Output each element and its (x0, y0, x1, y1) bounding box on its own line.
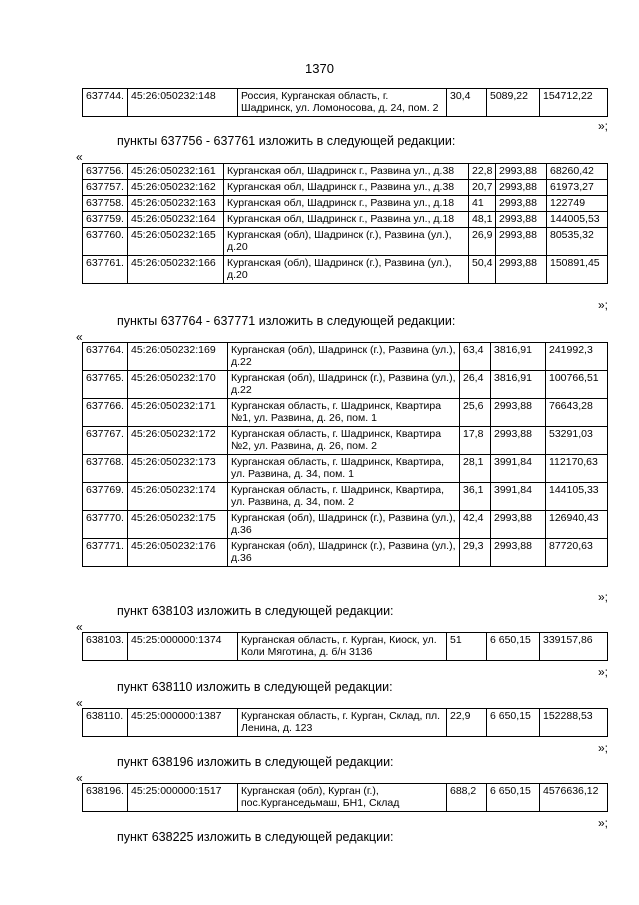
area-cell: 42,4 (460, 511, 491, 539)
cadastral-number-cell: 45:25:000000:1387 (128, 709, 238, 737)
cadastral-value-cell: 144005,53 (547, 212, 608, 228)
row-number-cell: 637758. (83, 196, 128, 212)
cadastral-number-cell: 45:26:050232:162 (128, 180, 224, 196)
address-cell: Курганская обл, Шадринск г., Развина ул., д.18 (224, 212, 469, 228)
quote-open: « (76, 771, 83, 785)
cadastral-number-cell: 45:26:050232:173 (128, 455, 228, 483)
row-number-cell: 637767. (83, 427, 128, 455)
cadastral-number-cell: 45:26:050232:163 (128, 196, 224, 212)
area-cell: 51 (447, 633, 487, 661)
table-row (83, 709, 608, 737)
table-block-4 (82, 708, 608, 737)
cadastral-value-per-unit-cell: 2993,88 (496, 212, 547, 228)
area-cell: 36,1 (460, 483, 491, 511)
cadastral-number-cell: 45:26:050232:164 (128, 212, 224, 228)
table-block-3 (82, 632, 608, 661)
cadastral-number-cell: 45:26:050232:169 (128, 343, 228, 371)
cadastral-value-per-unit-cell: 6 650,15 (487, 709, 540, 737)
cadastral-value-cell: 80535,32 (547, 228, 608, 256)
address-cell: Курганская область, г. Курган, Склад, пл. Ленина, д. 123 (238, 709, 447, 737)
area-cell: 29,3 (460, 539, 491, 567)
row-number-cell: 637757. (83, 180, 128, 196)
address-cell: Курганская (обл), Курган (г.), пос.Курганседьмаш, БН1, Склад (238, 784, 447, 812)
cadastral-value-cell: 152288,53 (540, 709, 608, 737)
area-cell: 17,8 (460, 427, 491, 455)
table-row (83, 256, 608, 284)
section-intro: пункты 637756 - 637761 изложить в следующей редакции: (117, 134, 456, 148)
cadastral-value-per-unit-cell: 2993,88 (496, 164, 547, 180)
cadastral-number-cell: 45:26:050232:170 (128, 371, 228, 399)
cadastral-number-cell: 45:26:050232:166 (128, 256, 224, 284)
cadastral-value-per-unit-cell: 2993,88 (491, 511, 546, 539)
cadastral-number-cell: 45:26:050232:165 (128, 228, 224, 256)
cadastral-number-cell: 45:26:050232:171 (128, 399, 228, 427)
address-cell: Курганская обл, Шадринск г., Развина ул., д.18 (224, 196, 469, 212)
cadastral-value-per-unit-cell: 2993,88 (491, 399, 546, 427)
table-row (83, 633, 608, 661)
table-row (83, 343, 608, 371)
table-row (83, 427, 608, 455)
address-cell: Курганская (обл), Шадринск (г.), Развина (ул.), д.36 (228, 511, 460, 539)
table-block-5 (82, 783, 608, 812)
cadastral-value-cell: 61973,27 (547, 180, 608, 196)
row-number-cell: 637766. (83, 399, 128, 427)
section-intro: пункты 637764 - 637771 изложить в следующей редакции: (117, 314, 456, 328)
cadastral-value-per-unit-cell: 6 650,15 (487, 784, 540, 812)
cadastral-value-cell: 144105,33 (546, 483, 608, 511)
area-cell: 30,4 (447, 89, 487, 117)
quote-close: »; (598, 741, 609, 755)
cadastral-value-per-unit-cell: 2993,88 (496, 196, 547, 212)
area-cell: 48,1 (469, 212, 496, 228)
table-row (83, 371, 608, 399)
cadastral-value-cell: 112170,63 (546, 455, 608, 483)
cadastral-value-per-unit-cell: 2993,88 (496, 256, 547, 284)
cadastral-number-cell: 45:26:050232:161 (128, 164, 224, 180)
quote-close: »; (598, 816, 609, 830)
quote-open: « (76, 620, 83, 634)
quote-close: »; (598, 590, 609, 604)
cadastral-value-cell: 154712,22 (540, 89, 608, 117)
row-number-cell: 637768. (83, 455, 128, 483)
quote-open: « (76, 330, 83, 344)
table-row (83, 89, 608, 117)
area-cell: 26,4 (460, 371, 491, 399)
quote-open: « (76, 696, 83, 710)
cadastral-value-cell: 53291,03 (546, 427, 608, 455)
table-row (83, 511, 608, 539)
cadastral-value-per-unit-cell: 3991,84 (491, 483, 546, 511)
area-cell: 28,1 (460, 455, 491, 483)
address-cell: Курганская (обл), Шадринск (г.), Развина (ул.), д.20 (224, 228, 469, 256)
cadastral-number-cell: 45:25:000000:1374 (128, 633, 238, 661)
table-row (83, 784, 608, 812)
row-number-cell: 637761. (83, 256, 128, 284)
cadastral-value-per-unit-cell: 2993,88 (491, 427, 546, 455)
table-row (83, 483, 608, 511)
cadastral-value-cell: 100766,51 (546, 371, 608, 399)
table-row (83, 455, 608, 483)
row-number-cell: 638103. (83, 633, 128, 661)
cadastral-value-cell: 241992,3 (546, 343, 608, 371)
table-row (83, 196, 608, 212)
cadastral-value-cell: 339157,86 (540, 633, 608, 661)
address-cell: Курганская область, г. Шадринск, Квартира №1, ул. Развина, д. 26, пом. 1 (228, 399, 460, 427)
area-cell: 50,4 (469, 256, 496, 284)
table-block-2 (82, 342, 608, 567)
quote-close: »; (598, 665, 609, 679)
row-number-cell: 638110. (83, 709, 128, 737)
table-block-0 (82, 88, 608, 117)
table-row (83, 164, 608, 180)
cadastral-value-cell: 122749 (547, 196, 608, 212)
section-intro: пункт 638196 изложить в следующей редакции: (117, 755, 394, 769)
address-cell: Курганская (обл), Шадринск (г.), Развина (ул.), д.22 (228, 343, 460, 371)
row-number-cell: 637770. (83, 511, 128, 539)
address-cell: Курганская (обл), Шадринск (г.), Развина (ул.), д.22 (228, 371, 460, 399)
cadastral-value-cell: 4576636,12 (540, 784, 608, 812)
cadastral-value-cell: 87720,63 (546, 539, 608, 567)
area-cell: 22,9 (447, 709, 487, 737)
address-cell: Курганская обл, Шадринск г., Развина ул., д.38 (224, 164, 469, 180)
cadastral-value-cell: 126940,43 (546, 511, 608, 539)
cadastral-number-cell: 45:26:050232:174 (128, 483, 228, 511)
address-cell: Курганская (обл), Шадринск (г.), Развина (ул.), д.36 (228, 539, 460, 567)
row-number-cell: 637771. (83, 539, 128, 567)
cadastral-number-cell: 45:26:050232:175 (128, 511, 228, 539)
table-row (83, 539, 608, 567)
address-cell: Курганская (обл), Шадринск (г.), Развина (ул.), д.20 (224, 256, 469, 284)
cadastral-number-cell: 45:25:000000:1517 (128, 784, 238, 812)
row-number-cell: 638196. (83, 784, 128, 812)
page-number: 1370 (305, 61, 334, 76)
row-number-cell: 637765. (83, 371, 128, 399)
cadastral-value-per-unit-cell: 3816,91 (491, 371, 546, 399)
row-number-cell: 637756. (83, 164, 128, 180)
address-cell: Россия, Курганская область, г. Шадринск, ул. Ломоносова, д. 24, пом. 2 (238, 89, 447, 117)
cadastral-value-cell: 68260,42 (547, 164, 608, 180)
cadastral-number-cell: 45:26:050232:172 (128, 427, 228, 455)
row-number-cell: 637744. (83, 89, 128, 117)
table-row (83, 212, 608, 228)
address-cell: Курганская область, г. Шадринск, Квартира №2, ул. Развина, д. 26, пом. 2 (228, 427, 460, 455)
area-cell: 25,6 (460, 399, 491, 427)
quote-close: »; (598, 298, 609, 312)
section-intro: пункт 638110 изложить в следующей редакции: (117, 680, 393, 694)
cadastral-value-cell: 76643,28 (546, 399, 608, 427)
cadastral-value-per-unit-cell: 2993,88 (496, 228, 547, 256)
table-block-1 (82, 163, 608, 284)
cadastral-number-cell: 45:26:050232:176 (128, 539, 228, 567)
area-cell: 41 (469, 196, 496, 212)
quote-close: »; (598, 119, 609, 133)
row-number-cell: 637769. (83, 483, 128, 511)
cadastral-value-per-unit-cell: 3991,84 (491, 455, 546, 483)
quote-open: « (76, 150, 83, 164)
cadastral-value-per-unit-cell: 3816,91 (491, 343, 546, 371)
address-cell: Курганская область, г. Шадринск, Квартира, ул. Развина, д. 34, пом. 2 (228, 483, 460, 511)
row-number-cell: 637759. (83, 212, 128, 228)
address-cell: Курганская область, г. Курган, Киоск, ул. Коли Мяготина, д. б/н 3136 (238, 633, 447, 661)
address-cell: Курганская обл, Шадринск г., Развина ул., д.38 (224, 180, 469, 196)
table-row (83, 399, 608, 427)
row-number-cell: 637764. (83, 343, 128, 371)
address-cell: Курганская область, г. Шадринск, Квартира, ул. Развина, д. 34, пом. 1 (228, 455, 460, 483)
section-intro: пункт 638225 изложить в следующей редакции: (117, 830, 394, 844)
cadastral-value-per-unit-cell: 2993,88 (491, 539, 546, 567)
area-cell: 20,7 (469, 180, 496, 196)
area-cell: 26,9 (469, 228, 496, 256)
cadastral-value-cell: 150891,45 (547, 256, 608, 284)
row-number-cell: 637760. (83, 228, 128, 256)
area-cell: 63,4 (460, 343, 491, 371)
section-intro: пункт 638103 изложить в следующей редакции: (117, 604, 394, 618)
cadastral-value-per-unit-cell: 2993,88 (496, 180, 547, 196)
cadastral-number-cell: 45:26:050232:148 (128, 89, 238, 117)
cadastral-value-per-unit-cell: 5089,22 (487, 89, 540, 117)
area-cell: 22,8 (469, 164, 496, 180)
table-row (83, 180, 608, 196)
cadastral-value-per-unit-cell: 6 650,15 (487, 633, 540, 661)
table-row (83, 228, 608, 256)
area-cell: 688,2 (447, 784, 487, 812)
